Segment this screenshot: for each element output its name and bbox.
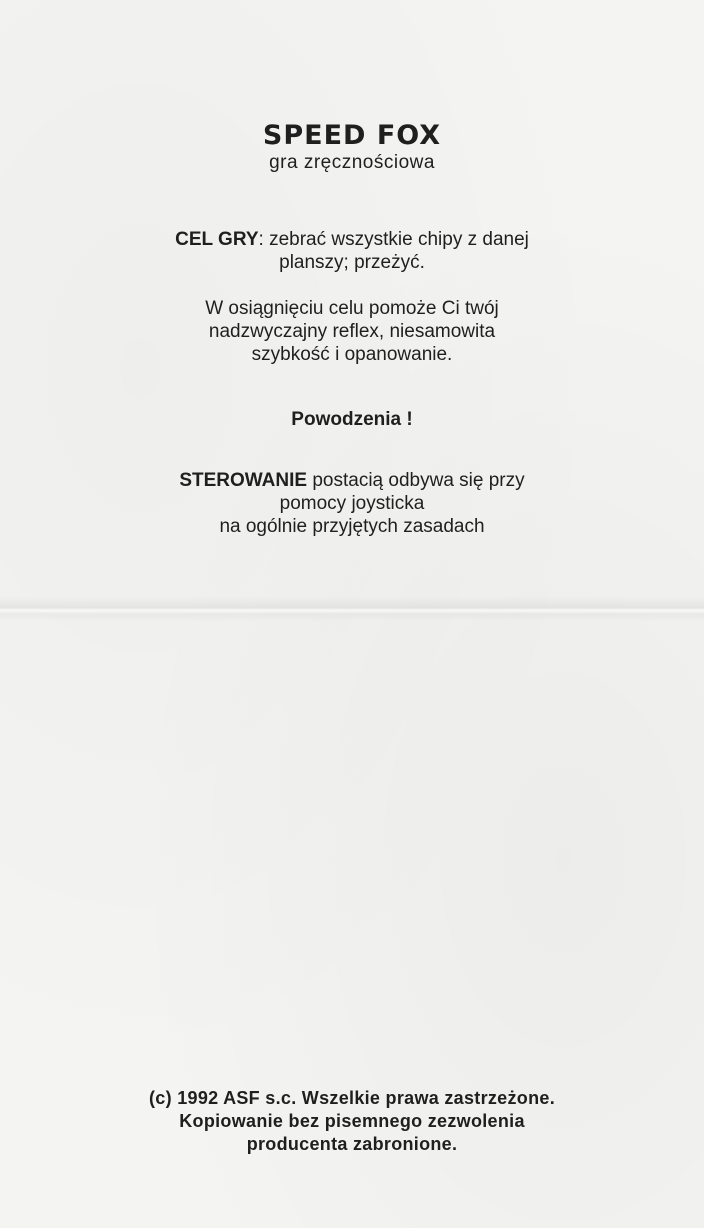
game-subtitle: gra zręcznościowa xyxy=(269,152,435,173)
reflex-line-3: szybkość i opanowanie. xyxy=(251,344,453,365)
good-luck-text: Powodzenia ! xyxy=(291,409,413,430)
goal-line-1-text: : zebrać wszystkie chipy z danej xyxy=(258,229,529,250)
controls-line-1-text: postacią odbywa się przy xyxy=(307,470,525,491)
goal-label: CEL GRY xyxy=(175,229,259,250)
reflex-paragraph xyxy=(0,297,704,366)
controls-label: STEROWANIE xyxy=(179,470,308,491)
controls-line-2: pomocy joysticka xyxy=(279,493,425,514)
goal-paragraph xyxy=(0,228,704,274)
reflex-line-1: W osiągnięciu celu pomoże Ci twój xyxy=(205,298,499,319)
copyright-notice xyxy=(0,1087,704,1156)
copyright-line-3: producenta zabronione. xyxy=(246,1134,458,1154)
copyright-line-1: (c) 1992 ASF s.c. Wszelkie prawa zastrzeżone. xyxy=(149,1088,555,1108)
paper-fold xyxy=(0,596,704,622)
goal-line-1 xyxy=(0,228,704,251)
copyright-line-2: Kopiowanie bez pisemnego zezwolenia xyxy=(179,1111,525,1131)
controls-line-1 xyxy=(0,469,704,492)
game-title: SPEED FOX xyxy=(262,120,442,151)
controls-paragraph xyxy=(0,469,704,538)
reflex-line-2: nadzwyczajny reflex, niesamowita xyxy=(208,321,496,342)
goal-line-2: planszy; przeżyć. xyxy=(279,252,425,273)
controls-line-3: na ogólnie przyjętych zasadach xyxy=(219,516,485,537)
